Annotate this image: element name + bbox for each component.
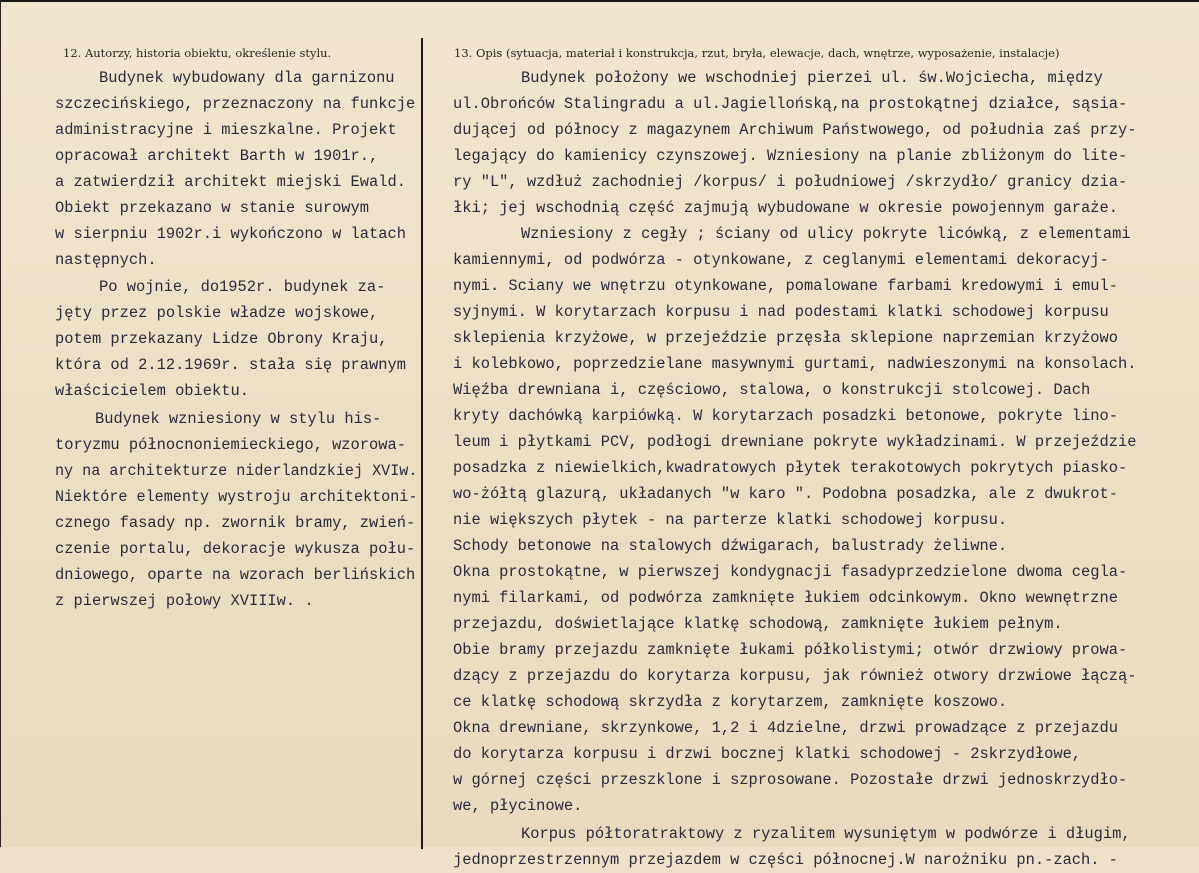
- text-line: toryzmu północnoniemieckiego, wzorowa-: [55, 436, 406, 454]
- text-line: przejazdu, doświetlające klatkę schodową, zamknięte łukiem pełnym.: [453, 615, 1063, 633]
- text-line: jednoprzestrzennym przejazdem w części północnej.W narożniku pn.-zach. -: [453, 851, 1118, 869]
- text-line: Więźba drewniana i, częściowo, stalowa, o konstrukcji stolcowej. Dach: [453, 381, 1091, 399]
- section-12-heading: 12. Autorzy, historia obiektu, określenie stylu.: [63, 46, 332, 60]
- text-line: czenie portalu, dekoracje wykusza połu-: [55, 540, 416, 558]
- text-line: w górnej części przeszklone i szprosowane. Pozostałe drzwi jednoskrzydło-: [453, 771, 1128, 789]
- text-line: nymi. Sciany we wnętrzu otynkowane, pomalowane farbami kredowymi i emul-: [453, 277, 1118, 295]
- text-line: ry "L", wzdłuż zachodniej /korpus/ i południowej /skrzydło/ granicy dzia-: [453, 173, 1128, 191]
- text-line: Budynek położony we wschodniej pierzei ul. św.Wojciecha, między: [521, 69, 1103, 87]
- text-line: łki; jej wschodnią część zajmują wybudowane w okresie powojennym garaże.: [453, 199, 1118, 217]
- text-line: administracyjne i mieszkalne. Projekt: [55, 121, 397, 139]
- text-line: Wzniesiony z cegły ; ściany od ulicy pokryte licówką, z elementami: [521, 225, 1131, 243]
- text-line: ny na architekturze niderlandzkiej XVIw.: [55, 462, 418, 480]
- text-line: jęty przez polskie władze wojskowe,: [55, 304, 379, 322]
- text-line: Niektóre elementy wystroju architektoni-: [55, 488, 418, 506]
- text-line: właścicielem obiektu.: [55, 382, 249, 400]
- text-line: i kolebkowo, poprzedzielane masywnymi gurtami, nadwieszonymi na konsolach.: [453, 355, 1137, 373]
- text-line: we, płycinowe.: [453, 797, 583, 815]
- text-line: Korpus półtoratraktowy z ryzalitem wysuniętym w podwórze i długim,: [521, 825, 1131, 843]
- text-line: a zatwierdził architekt miejski Ewald.: [55, 173, 406, 191]
- text-line: opracował architekt Barth w 1901r.,: [55, 147, 379, 165]
- text-line: Budynek wybudowany dla garnizonu: [99, 69, 395, 87]
- text-line: kryty dachówką karpiówką. W korytarzach posadzki betonowe, pokryte lino-: [453, 407, 1118, 425]
- text-line: Schody betonowe na stalowych dźwigarach, balustrady żeliwne.: [453, 537, 1008, 555]
- text-line: nie większych płytek - na parterze klatki schodowej korpusu.: [453, 511, 1008, 529]
- section-13-heading: 13. Opis (sytuacja, materiał i konstrukcja, rzut, bryła, elewacje, dach, wnętrze, wyposażenie, instalacje): [454, 46, 1060, 60]
- text-line: leum i płytkami PCV, podłogi drewniane pokryte wykładzinami. W przejeździe: [453, 433, 1137, 451]
- text-line: Obiekt przekazano w stanie surowym: [55, 199, 370, 217]
- column-divider: [421, 38, 423, 849]
- text-line: potem przekazany Lidze Obrony Kraju,: [55, 330, 388, 348]
- text-line: dującej od północy z magazynem Archiwum Państwowego, od południa zaś przy-: [453, 121, 1137, 139]
- text-line: ce klatkę schodową skrzydła z korytarzem, zamknięte koszowo.: [453, 693, 1008, 711]
- text-line: do korytarza korpusu i drzwi bocznej klatki schodowej - 2skrzydłowe,: [453, 745, 1082, 763]
- text-line: Po wojnie, do1952r. budynek za-: [99, 278, 386, 296]
- text-line: która od 2.12.1969r. stała się prawnym: [55, 356, 406, 374]
- text-line: nymi filarkami, od podwórza zamknięte łukiem odcinkowym. Okno wewnętrzne: [453, 589, 1118, 607]
- text-line: wo-żółtą glazurą, układanych "w karo ". Podobna posadzka, ale z dwukrot-: [453, 485, 1118, 503]
- text-line: dzący z przejazdu do korytarza korpusu, jak również otwory drzwiowe łączą-: [453, 667, 1137, 685]
- text-line: legający do kamienicy czynszowej. Wzniesiony na planie zbliżonym do lite-: [453, 147, 1128, 165]
- text-line: posadzka z niewielkich,kwadratowych płytek terakotowych pokrytych piasko-: [453, 459, 1128, 477]
- text-line: Okna prostokątne, w pierwszej kondygnacji fasadyprzedzielone dwoma cegla-: [453, 563, 1128, 581]
- text-line: ul.Obrońców Stalingradu a ul.Jagiellońską,na prostokątnej działce, sąsia-: [453, 95, 1128, 113]
- text-line: w sierpniu 1902r.i wykończono w latach: [55, 225, 406, 243]
- text-line: z pierwszej połowy XVIIIw. .: [55, 592, 314, 610]
- text-line: Budynek wzniesiony w stylu his-: [95, 410, 382, 428]
- text-line: cznego fasady np. zwornik bramy, zwień-: [55, 514, 416, 532]
- text-line: kamiennymi, od podwórza - otynkowane, z ceglanymi elementami dekoracyj-: [453, 251, 1109, 269]
- text-line: następnych.: [55, 251, 157, 269]
- text-line: sklepienia krzyżowe, w przejeździe przęsła sklepione naprzemian krzyżowo: [453, 329, 1118, 347]
- text-line: Okna drewniane, skrzynkowe, 1,2 i 4dzielne, drzwi prowadzące z przejazdu: [453, 719, 1118, 737]
- text-line: dniowego, oparte na wzorach berlińskich: [55, 566, 416, 584]
- text-line: syjnymi. W korytarzach korpusu i nad podestami klatki schodowej korpusu: [453, 303, 1109, 321]
- text-line: Obie bramy przejazdu zamknięte łukami półkolistymi; otwór drzwiowy prowa-: [453, 641, 1128, 659]
- text-line: szczecińskiego, przeznaczony na funkcje: [55, 95, 416, 113]
